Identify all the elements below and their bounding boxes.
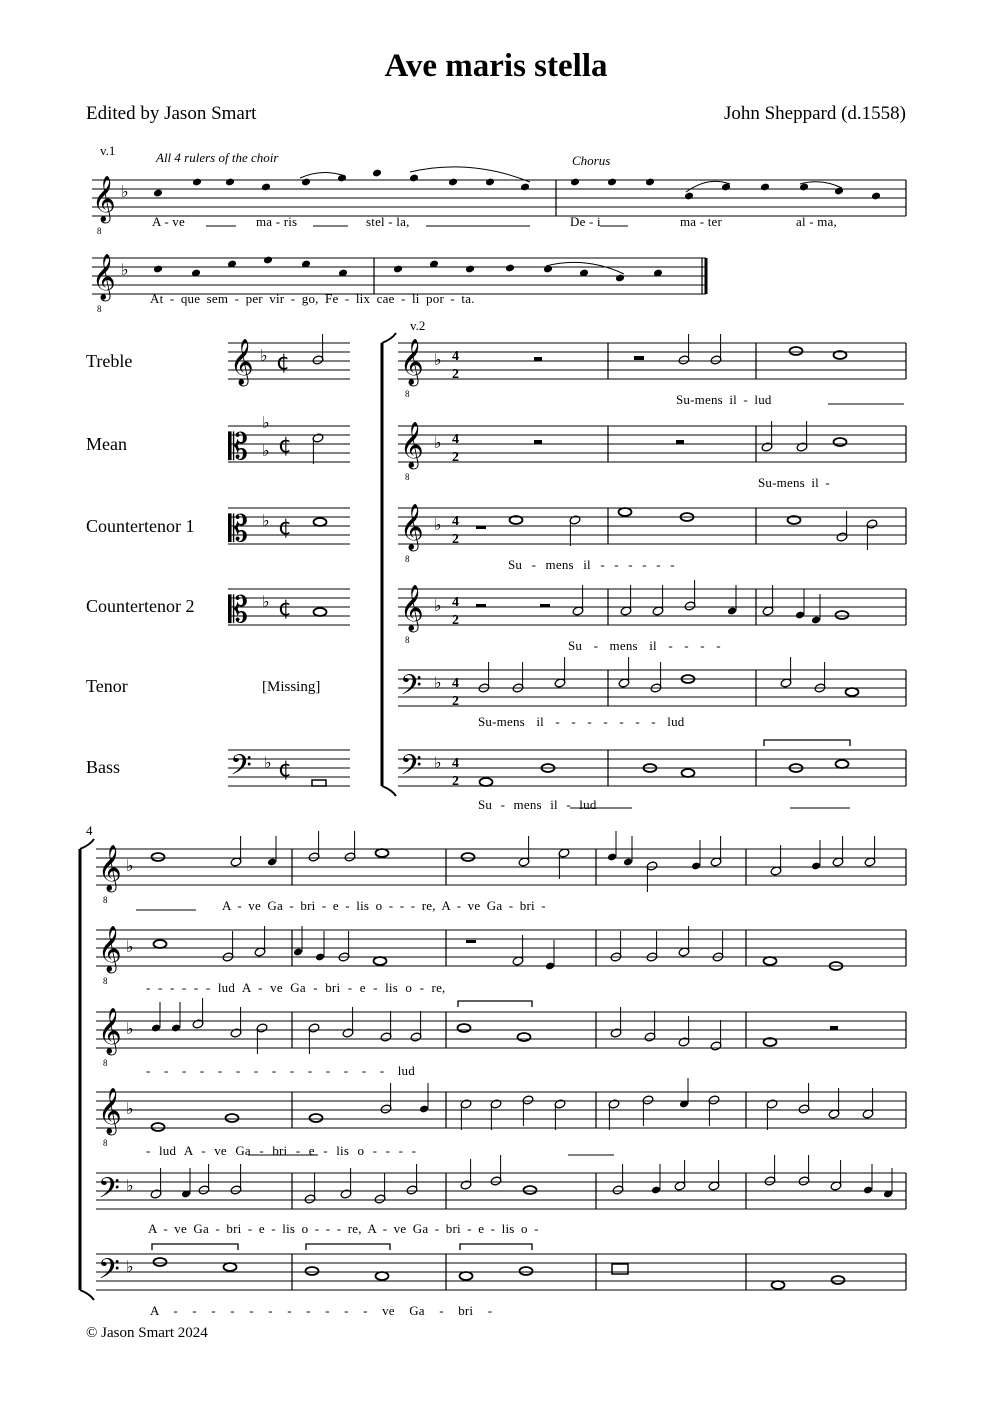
whole-note [520,1267,533,1275]
treble-clef: 𝄞 [400,504,424,550]
flat-sign: ♭ [434,753,442,772]
bass-clef: 𝄢 [98,1253,120,1293]
part-name-countertenor-1: Countertenor 1 [86,516,195,536]
breve-note [312,780,326,786]
whole-note [772,1281,785,1289]
whole-note [374,957,387,965]
treble-clef: 𝄞 [92,254,116,300]
whole-note [834,438,847,446]
flat-sign: ♭ [121,260,129,279]
treble-clef: 𝄞 [98,845,122,891]
missing-incipit-note: [Missing] [262,679,321,695]
time-signature-bottom: 2 [452,367,459,382]
chant-lyric: De - i [570,214,601,229]
bass-clef: 𝄢 [98,1172,120,1212]
ligature-bracket [460,1244,532,1250]
note-head [261,183,271,192]
whole-note [524,1186,537,1194]
flat-sign: ♭ [126,1099,134,1118]
flat-sign: ♭ [434,515,442,534]
whole-note [790,347,803,355]
whole-note [764,957,777,965]
note-head [684,192,694,201]
rest [676,440,684,444]
flat-sign: ♭ [126,1019,134,1038]
octave-mark: 8 [97,226,102,236]
cut-time-sign: ¢ [276,350,290,375]
treble-clef: 𝄞 [230,339,254,385]
octave-mark: 8 [405,472,410,482]
chant-lyric: A - ve [152,214,185,229]
whole-note [224,1263,237,1271]
whole-note [154,1258,167,1266]
system2-lyric-countertenor-2: - lud A - ve Ga - bri - e - lis o - - - - [146,1143,417,1158]
note-head [834,187,844,196]
composer-credit: John Sheppard (d.1558) [723,103,906,124]
whole-note [376,1272,389,1280]
time-signature-bottom: 2 [452,694,459,709]
note-head [485,178,495,187]
bass-clef: 𝄢 [230,749,252,789]
system1-lyric-countertenor-2: Su - mens il - - - - [568,638,721,653]
note-head [409,174,419,183]
time-signature-top: 4 [452,756,459,771]
verse-label-v1: v.1 [100,143,116,158]
part-name-mean: Mean [86,434,127,454]
notation-marks [80,167,906,1300]
cut-time-sign: ¢ [278,757,292,782]
c-clef: 𝄡 [228,427,249,468]
part-name-bass: Bass [86,757,121,777]
note-head [153,189,163,198]
flat-sign: ♭ [262,592,270,611]
whole-note [314,518,327,526]
rest [476,604,486,607]
rest [534,357,542,361]
flat-sign: ♭ [434,433,442,452]
flat-sign: ♭ [126,1257,134,1276]
note-head [505,264,515,273]
note-head [607,178,617,187]
chant-lyric: ma - ter [680,214,723,229]
note-head [465,265,475,274]
whole-note [154,940,167,948]
whole-note [619,508,632,516]
system2-lyric-countertenor-1: - - - - - - - - - - - - - - lud [146,1063,415,1078]
rest [830,1026,838,1030]
flat-sign: ♭ [434,673,442,692]
staves [92,180,906,1290]
slur [300,172,345,178]
system1-lyric-tenor: Su-mens il - - - - - - - lud [478,714,685,729]
whole-note [518,1033,531,1041]
whole-note [846,688,859,696]
c-clef: 𝄡 [228,509,249,550]
verse-label-v2: v.2 [410,318,426,333]
time-signature-bottom: 2 [452,613,459,628]
time-signature-bottom: 2 [452,774,459,789]
ligature-bracket [306,1244,390,1250]
flat-sign: ♭ [126,856,134,875]
flat-sign: ♭ [262,413,270,432]
whole-note [460,1272,473,1280]
ligature-bracket [458,1001,532,1007]
flat-sign: ♭ [262,511,270,530]
whole-note [836,760,849,768]
ligature-bracket [764,740,850,746]
chorus-label: Chorus [572,153,611,168]
treble-clef: 𝄞 [98,1088,122,1134]
whole-note [310,1114,323,1122]
flat-sign: ♭ [434,596,442,615]
system1-lyric-countertenor-1: Su - mens il - - - - - - [508,557,675,572]
note-head [301,178,311,187]
part-name-treble: Treble [86,351,133,371]
note-head [372,169,382,178]
rest [466,940,476,943]
chant-lyric-line2: At - que sem - per vir - go, Fe - lix cae - li por - ta. [150,291,475,306]
ligature-bracket [152,1244,238,1250]
flat-sign: ♭ [121,182,129,201]
note-head [192,178,202,187]
time-signature-bottom: 2 [452,450,459,465]
system-bracket-tip [382,333,396,796]
whole-note [682,769,695,777]
flat-sign: ♭ [262,441,270,460]
time-signature-top: 4 [452,676,459,691]
copyright-notice: © Jason Smart 2024 [86,1325,208,1341]
octave-mark: 8 [405,635,410,645]
chant-lyric: al - ma, [796,214,837,229]
note-head [263,256,273,265]
part-name-countertenor-2: Countertenor 2 [86,596,195,616]
chant-instruction: All 4 rulers of the choir [156,150,279,165]
flat-sign: ♭ [264,753,272,772]
whole-note [458,1024,471,1032]
rest [634,356,644,360]
whole-note [462,853,475,861]
whole-note [152,1123,165,1131]
rest [534,440,542,444]
whole-note [152,853,165,861]
system-bracket-tip [80,839,94,1300]
whole-note [480,778,493,786]
flat-sign: ♭ [260,346,268,365]
time-signature-top: 4 [452,432,459,447]
bass-clef: 𝄢 [400,669,422,709]
note-head [760,183,770,192]
time-signature-top: 4 [452,595,459,610]
cut-time-sign: ¢ [278,596,292,621]
octave-mark: 8 [103,1138,108,1148]
note-head [871,192,881,201]
bass-clef: 𝄢 [400,749,422,789]
system2-lyric-bass: A - - - - - - - - - - - ve Ga - bri - [150,1303,493,1318]
page-title: Ave maris stella [384,48,608,84]
note-head [615,274,625,283]
note-head [153,265,163,274]
note-head [225,178,235,187]
system2-lyric-treble: A - ve Ga - bri - e - lis o - - - re, A - ve Ga - bri - [222,898,546,913]
note-head [520,183,530,192]
rest [476,526,486,529]
treble-clef: 𝄞 [400,585,424,631]
octave-mark: 8 [405,554,410,564]
cut-time-sign: ¢ [278,433,292,458]
rest [540,604,550,607]
octave-mark: 8 [103,895,108,905]
time-signature-top: 4 [452,514,459,529]
time-signature-bottom: 2 [452,532,459,547]
breve-note [612,1264,628,1274]
treble-clef: 𝄞 [400,339,424,385]
treble-clef: 𝄞 [400,422,424,468]
treble-clef: 𝄞 [98,926,122,972]
flat-sign: ♭ [126,1176,134,1195]
treble-clef: 𝄞 [92,176,116,222]
whole-note [306,1267,319,1275]
note-head [448,178,458,187]
whole-note [836,611,849,619]
note-head [570,178,580,187]
octave-mark: 8 [405,389,410,399]
note-head [645,178,655,187]
editor-credit: Edited by Jason Smart [86,103,257,124]
part-name-tenor: Tenor [86,676,128,696]
system1-lyric-treble: Su-mens il - lud [676,392,772,407]
note-head [393,265,403,274]
flat-sign: ♭ [434,350,442,369]
whole-note [226,1114,239,1122]
system2-lyric-mean: - - - - - - lud A - ve Ga - bri - e - lis o - re, [146,980,446,995]
whole-note [376,849,389,857]
chant-lyric: stel - la, [366,214,410,229]
octave-mark: 8 [103,1058,108,1068]
whole-note [314,608,327,616]
cut-time-sign: ¢ [278,515,292,540]
system1-lyric-mean: Su-mens il - [758,475,830,490]
whole-note [832,1276,845,1284]
octave-mark: 8 [97,304,102,314]
time-signature-top: 4 [452,349,459,364]
c-clef: 𝄡 [228,590,249,631]
measure-number: 4 [86,823,93,838]
system2-lyric-tenor: A - ve Ga - bri - e - lis o - - - re, A - ve Ga - bri - e - lis o - [148,1221,539,1236]
treble-clef: 𝄞 [98,1008,122,1054]
flat-sign: ♭ [126,937,134,956]
octave-mark: 8 [103,976,108,986]
chant-lyric: ma - ris [256,214,298,229]
system1-lyric-bass: Su - mens il - lud [478,797,597,812]
